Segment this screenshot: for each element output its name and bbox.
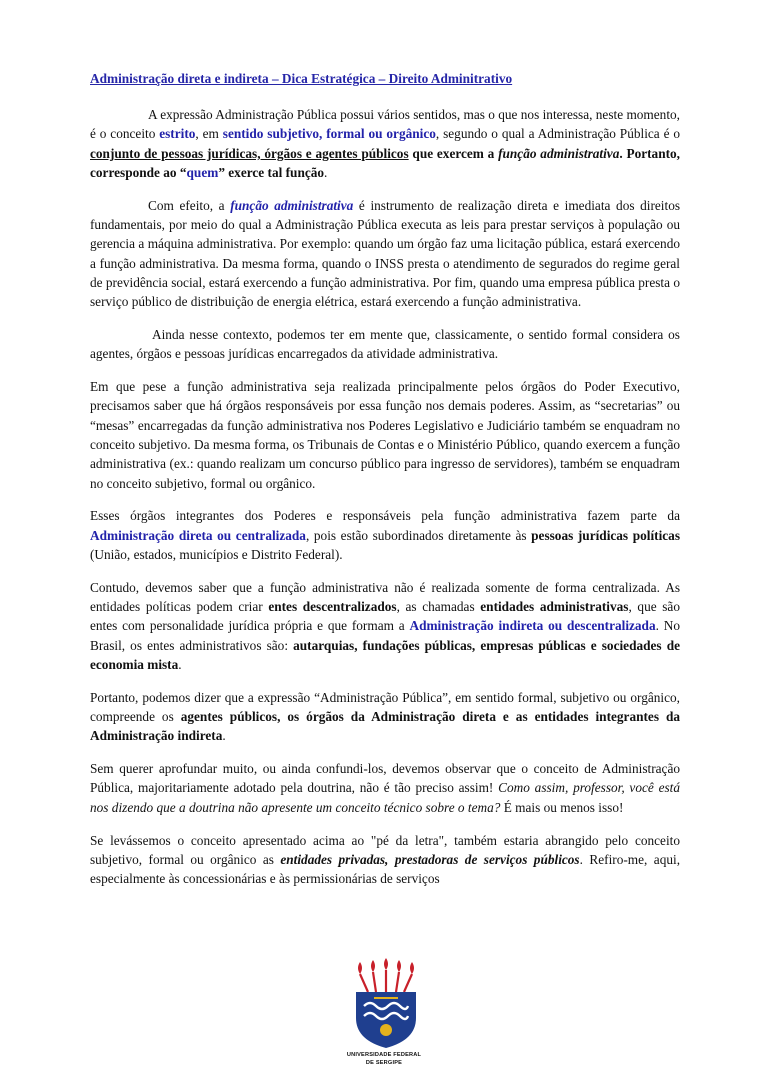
paragraph-6: Contudo, devemos saber que a função administrativa não é realizada somente de forma centralizada. As entidades políticas podem criar entes descentralizados, as chamadas entidades administrativas, que são entes com personalidade jurídica própria e que formam a Administração indireta ou descentralizada. No Brasil, os entes administrativos são: autarquias, fundações públicas, empresas públicas e sociedades de economia mista.: [90, 579, 680, 672]
paragraph-2: Com efeito, a função administrativa é instrumento de realização direta e imediata dos direitos fundamentais, por meio do qual a Administração Pública executa as leis para prestar serviços à população ou gerencia a máquina administrativa. Por exemplo: quando um órgão faz uma licitação pública, estará exercendo a função administrativa. Da mesma forma, quando o INSS presta o atendimento de segurados do regime geral de previdência social, estará exercendo a função administrativa. Por fim, quando uma empresa pública presta o serviço público de distribuição de energia elétrica, estará exercendo a função administrativa.: [90, 197, 681, 310]
university-logo: [330, 958, 438, 1078]
ufs-crest-icon: [330, 958, 438, 1050]
paragraph-4: Em que pese a função administrativa seja realizada principalmente pelos órgãos do Poder Executivo, precisamos saber que há órgãos responsáveis por essa função nos demais poderes. Assim, as “secretarias” ou “mesas” encarregadas da função administrativa nos Poderes Legislativo e Judiciário também se enquadram no conceito subjetivo. Da mesma forma, os Tribunais de Contas e o Ministério Público, quando exercem a função administrativa (ex.: quando realizam um concurso público para ingresso de servidores), também se enquadram no conceito subjetivo, formal ou orgânico.: [90, 379, 680, 491]
paragraph-9: Se levássemos o conceito apresentado acima ao "pé da letra", também estaria abrangido pelo conceito subjetivo, formal ou orgânico as entidades privadas, prestadoras de serviços públicos. Refiro-me, aqui, especialmente às concessionárias e às permissionárias de serviços: [90, 832, 681, 887]
paragraph-8: Sem querer aprofundar muito, ou ainda confundi-los, devemos observar que o conceito de Administração Pública, majoritariamente adotado pela doutrina, não é tão preciso assim! Como assim, professor, você está nos dizendo que a doutrina não apresente um conceito técnico sobre o tema? É mais ou menos isso!: [90, 761, 680, 815]
paragraph-3: Ainda nesse contexto, podemos ter em mente que, classicamente, o sentido formal considera os agentes, órgãos e pessoas jurídicas encarregados da atividade administrativa.: [90, 326, 680, 362]
logo-line-1: UNIVERSIDADE FEDERAL: [346, 1052, 422, 1058]
paragraph-1: A expressão Administração Pública possui vários sentidos, mas o que nos interessa, neste momento, é o conceito estrito, em sentido subjetivo, formal ou orgânico, segundo o qual a Administração Pública é o conjunto de pessoas jurídicas, órgãos e agentes públicos que exercem a função administrativa. Portanto, corresponde ao “quem” exerce tal função.: [90, 107, 681, 180]
logo-line-2: DE SERGIPE: [365, 1060, 403, 1066]
document-body: [90, 105, 680, 902]
document-title: Administração direta e indireta – Dica Estratégica – Direito Adminitrativo: [90, 71, 513, 86]
paragraph-7: Portanto, podemos dizer que a expressão “Administração Pública”, em sentido formal, subjetivo ou orgânico, compreende os agentes públicos, os órgãos da Administração direta e as entidades integrantes da Administração indireta.: [90, 689, 681, 744]
paragraph-5: Esses órgãos integrantes dos Poderes e responsáveis pela função administrativa fazem parte da Administração direta ou centralizada, pois estão subordinados diretamente às pessoas jurídicas políticas (União, estados, municípios e Distrito Federal).: [90, 508, 680, 562]
